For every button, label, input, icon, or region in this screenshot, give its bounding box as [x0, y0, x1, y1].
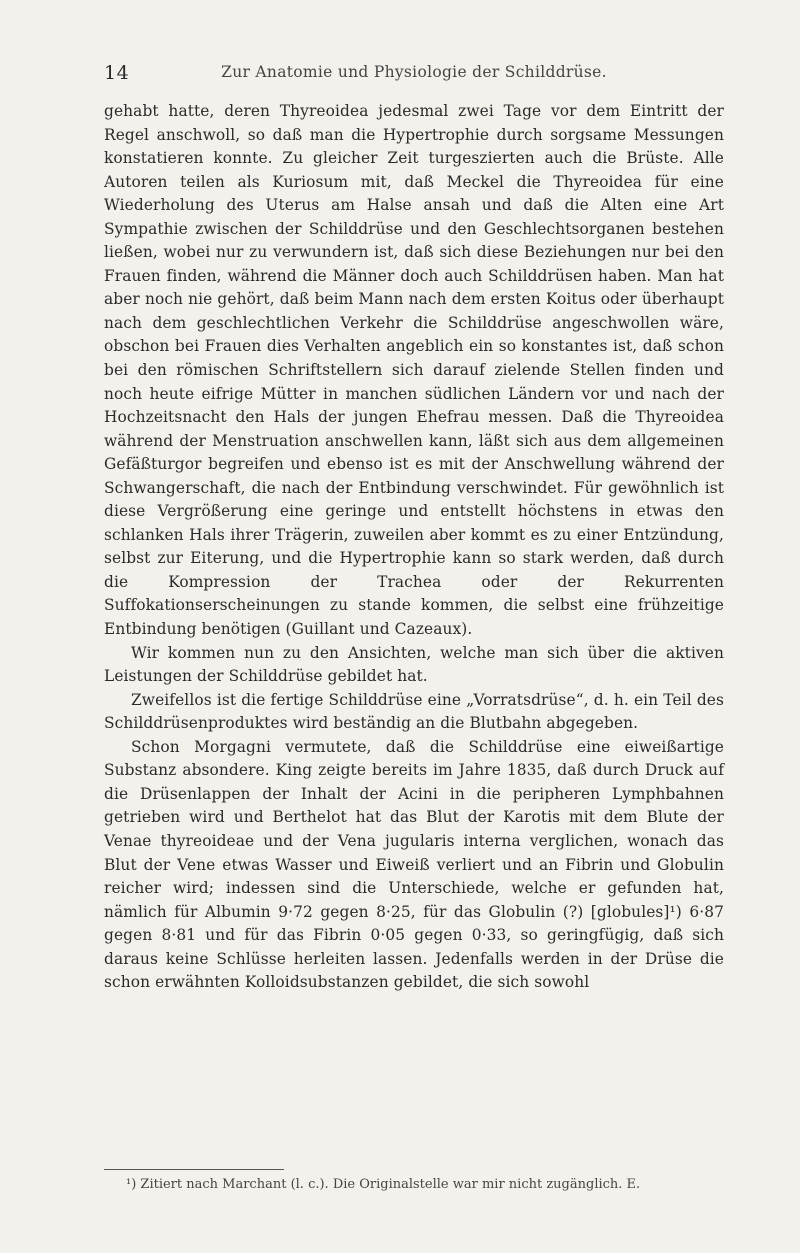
paragraph-2: Wir kommen nun zu den Ansichten, welche man sich über die aktiven Leistungen der Schilddrüse gebildet hat.: [104, 643, 724, 686]
footnote-rule: [104, 1169, 284, 1170]
paragraph-1: gehabt hatte, deren Thyreoidea jedesmal zwei Tage vor dem Eintritt der Regel anschwoll, so daß man die Hypertrophie durch sorgsame Messungen konstatieren konnte. Zu gleicher Zeit turgeszierten auch die Brüste. Alle Autoren teilen als Kuriosum mit, daß Meckel die Thyreoidea für eine Wiederholung des Uterus am Halse ansah und daß die Alten eine Art Sympathie zwischen der Schilddrüse und den Geschlechtsorganen bestehen ließen, wobei nur zu verwundern ist, daß sich diese Beziehungen nur bei den Frauen finden, während die Männer doch auch Schilddrüsen haben. Man hat aber noch nie gehört, daß beim Mann nach dem ersten Koitus oder überhaupt nach dem geschlechtlichen Verkehr die Schilddrüse angeschwollen wäre, obschon bei Frauen dies Verhalten angeblich ein so konstantes ist, daß schon bei den römischen Schriftstellern sich darauf zielende Stellen finden und noch heute eifrige Mütter in manchen südlichen Ländern vor und nach der Hochzeitsnacht den Hals der jungen Ehefrau messen. Daß die Thyreoidea während der Menstruation anschwellen kann, läßt sich aus dem allgemeinen Gefäßturgor begreifen und ebenso ist es mit der Anschwellung während der Schwangerschaft, die nach der Entbindung verschwindet. Für gewöhnlich ist diese Vergrößerung eine geringe und entstellt höchstens in etwas den schlanken Hals ihrer Trägerin, zuweilen aber kommt es zu einer Entzündung, selbst zur Eiterung, und die Hypertrophie kann so stark werden, daß durch die Kompression der Trachea oder der Rekurrenten Suffokationserscheinungen zu stande kommen, die selbst eine frühzeitige Entbindung benötigen (Guillant und Cazeaux).: [104, 102, 724, 639]
page-header: [104, 62, 724, 84]
body-text: [104, 100, 724, 995]
page-number: 14: [104, 62, 130, 84]
footnote: ¹) Zitiert nach Marchant (l. c.). Die Originalstelle war mir nicht zugänglich. E.: [126, 1177, 641, 1192]
running-title: Zur Anatomie und Physiologie der Schilddrüse.: [221, 63, 607, 81]
paragraph-4: Schon Morgagni vermutete, daß die Schilddrüse eine eiweißartige Substanz absondere. King zeigte bereits im Jahre 1835, daß durch Druck auf die Drüsenlappen der Inhalt der Acini in die peripheren Lymphbahnen getrieben wird und Berthelot hat das Blut der Karotis mit dem Blute der Venae thyreoideae und der Vena jugularis interna verglichen, wonach das Blut der Vene etwas Wasser und Eiweiß verliert und an Fibrin und Globulin reicher wird; indessen sind die Unterschiede, welche er gefunden hat, nämlich für Albumin 9·72 gegen 8·25, für das Globulin (?) [globules]¹) 6·87 gegen 8·81 und für das Fibrin 0·05 gegen 0·33, so geringfügig, daß sich daraus keine Schlüsse herleiten lassen. Jedenfalls werden in der Drüse die schon erwähnten Kolloidsubstanzen gebildet, die sich sowohl: [104, 737, 724, 992]
paragraph-3: Zweifellos ist die fertige Schilddrüse eine „Vorratsdrüse“, d. h. ein Teil des Schilddrüsenproduktes wird beständig an die Blutbahn abgegeben.: [104, 690, 724, 733]
